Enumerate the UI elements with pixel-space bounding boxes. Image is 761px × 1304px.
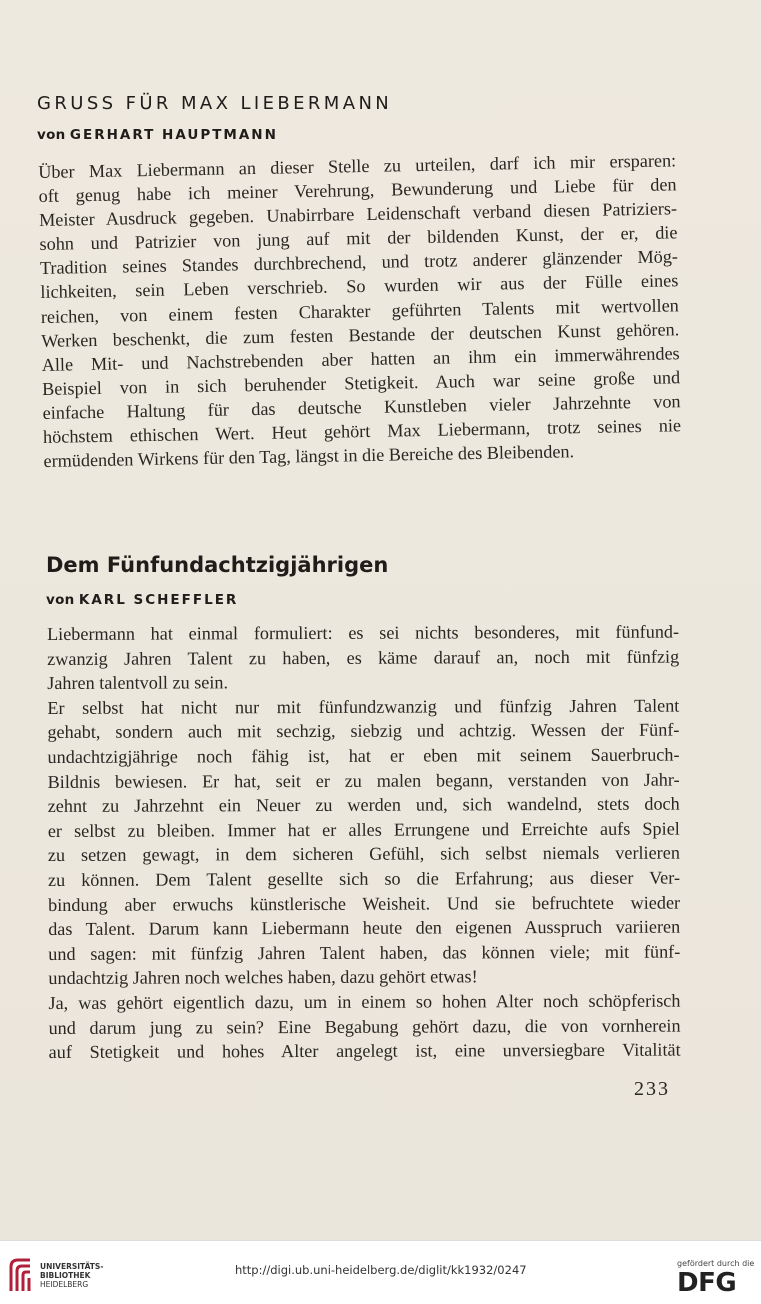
byline-1-author: GERHART HAUPTMANN [69,127,278,143]
library-name-line-3: HEIDELBERG [40,1280,89,1289]
byline-1-prefix: von [37,127,66,143]
byline-2 [46,592,238,608]
byline-2-prefix: von [46,592,75,608]
text-line: Über Max Liebermann an dieser Stelle zu urteilen, darf ich mir ersparen: [38,150,677,182]
article-title-1: GRUSS FÜR MAX LIEBERMANN [37,93,393,114]
text-line: Meister Ausdruck gegeben. Unabirrbare Leidenschaft verband diesen Patriziers- [38,198,678,231]
text-line: zwanzig Jahren Talent zu haben, es käme darauf an, noch mit fünfzig [47,646,680,669]
text-line: auf Stetigkeit und hohes Alter angelegt ist, eine unversiegbare Vitalität [48,1039,681,1063]
dfg-logo: DFG [677,1268,737,1298]
text-line: Er selbst hat nicht nur mit fünfundzwanzig und fünfzig Jahren Talent [47,695,680,718]
text-line: Liebermann hat einmal formuliert: es sei nichts besonderes, mit fünfund- [47,621,680,644]
text-line: Jahren talentvoll zu sein. [47,672,229,694]
permalink-url[interactable]: http://digi.ub.uni-heidelberg.de/diglit/kk1932/0247 [235,1263,527,1277]
text-line: Bildnis bewiesen. Er hat, seit er zu malen begann, verstanden von Jahr- [47,769,680,792]
article-2-body [47,620,681,1065]
text-line: zu setzen gewagt, in dem sicheren Gefühl, sich selbst niemals verlieren [47,842,680,866]
text-line: höchstem ethischen Wert. Heut gehört Max Liebermann, trotz seines nie [42,415,682,447]
library-name [40,1262,103,1289]
byline-1 [37,127,278,143]
text-line: das Talent. Darum kann Liebermann heute den eigenen Ausspruch variieren [48,916,681,940]
text-line: lichkeiten, sein Leben verschrieb. So wurden wir aus der Fülle eines [40,270,679,303]
text-line: undachtzig Jahren noch welches haben, dazu gehört etwas! [48,966,478,989]
text-line: Alle Mit- und Nachstrebenden aber hatten an ihm ein immerwährendes [41,343,680,375]
text-line: oft genug habe ich meiner Verehrung, Bewunderung und Liebe für den [38,174,677,207]
byline-2-author: KARL SCHEFFLER [78,592,239,608]
page-number: 233 [634,1078,670,1100]
text-line: Ja, was gehört eigentlich dazu, um in einem so hohen Alter noch schöpferisch [48,990,681,1013]
digitization-footer [0,1240,761,1304]
text-line: zu können. Dem Talent gesellte sich so die Erfahrung; aus dieser Ver- [47,867,681,890]
text-line: Tradition seines Standes durchbrechend, und trotz anderer glänzender Mög- [39,246,679,279]
text-line: Werken beschenkt, die zum festen Bestande der deutschen Kunst gehören. [41,318,680,351]
funded-by-label: gefördert durch die [677,1259,755,1268]
text-line: undachtzigjährige noch fähig ist, hat er eben mit seinem Sauerbruch- [47,744,680,767]
article-1-body [38,148,682,473]
text-line: reichen, von einem festen Charakter geführten Talents mit wertvollen [40,294,679,327]
text-line: Beispiel von in sich beruhender Stetigkeit. Auch war seine große und [42,367,681,399]
text-line: einfache Haltung für das deutsche Kunstleben vieler Jahrzehnte von [42,391,681,423]
university-library-logo-icon [8,1257,34,1293]
text-line: sohn und Patrizier von jung auf mit der bildenden Kunst, der er, die [39,222,678,255]
library-name-line-2: BIBLIOTHEK [40,1271,91,1280]
text-line: und darum jung zu sein? Eine Begabung gehört dazu, die von vornherein [48,1015,681,1038]
text-line: gehabt, sondern auch mit sechzig, siebzig und achtzig. Wessen der Fünf- [47,719,680,743]
text-line: und sagen: mit fünfzig Jahren Talent haben, das können viele; mit fünf- [48,941,681,964]
text-line: ermüdenden Wirkens für den Tag, längst in die Bereiche des Bleibenden. [43,441,575,472]
text-line: er selbst zu bleiben. Immer hat er alles Errungene und Erreichte aufs Spiel [47,818,680,841]
text-line: bindung aber erwuchs künstlerische Weisheit. Und sie befruchtete wieder [48,892,681,915]
article-title-2: Dem Fünfundachtzigjährigen [46,553,389,577]
library-name-line-1: UNIVERSITÄTS- [40,1262,104,1271]
text-line: zehnt zu Jahrzehnt ein Neuer zu werden und, sich wandelnd, stets doch [47,793,680,817]
